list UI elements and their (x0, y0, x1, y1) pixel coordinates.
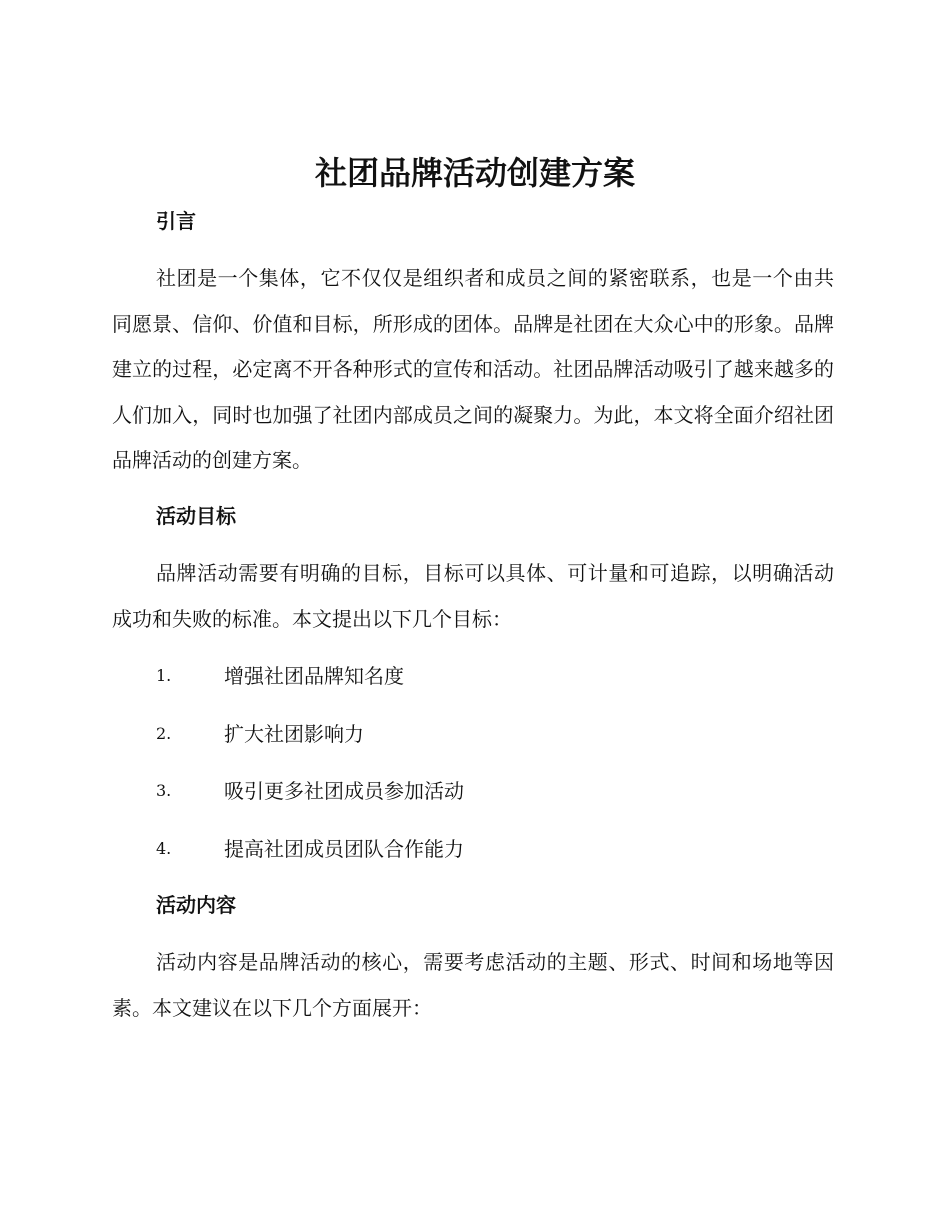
list-item (0, 826, 950, 884)
section-heading-intro: 引言 (156, 209, 196, 233)
list-item (0, 653, 950, 711)
list-item-text: 扩大社团影响力 (224, 721, 364, 746)
list-item-number: 3. (156, 781, 172, 800)
list-item-number: 4. (156, 838, 172, 858)
list-item (0, 768, 950, 826)
list-item-number: 1. (156, 666, 172, 685)
list-item-text: 增强社团品牌知名度 (224, 664, 404, 688)
list-item-text: 吸引更多社团成员参加活动 (224, 779, 464, 803)
section-heading-content: 活动内容 (156, 893, 236, 917)
document-title: 社团品牌活动创建方案 (314, 154, 635, 192)
list-item (0, 711, 950, 769)
list-item-number: 2. (156, 723, 172, 743)
section-paragraph-intro: 社团是一个集体，它不仅仅是组织者和成员之间的紧密联系，也是一个由共同愿景、信仰、价值和目标，所形成的团体。品牌是社团在大众心中的形象。品牌建立的过程，必定离不开各种形式的宣传和活动。社团品牌活动吸引了越来越多的人们加入，同时也加强了社团内部成员之间的凝聚力。为此，本文将全面介绍社团品牌活动的创建方案。 (112, 266, 834, 472)
section-heading-goals: 活动目标 (156, 504, 236, 528)
section-paragraph-goals: 品牌活动需要有明确的目标，目标可以具体、可计量和可追踪，以明确活动成功和失败的标准。本文提出以下几个目标： (112, 561, 834, 631)
goals-list (0, 653, 950, 883)
section-paragraph-content: 活动内容是品牌活动的核心，需要考虑活动的主题、形式、时间和场地等因素。本文建议在以下几个方面展开： (112, 950, 834, 1020)
list-item-text: 提高社团成员团队合作能力 (224, 836, 464, 861)
